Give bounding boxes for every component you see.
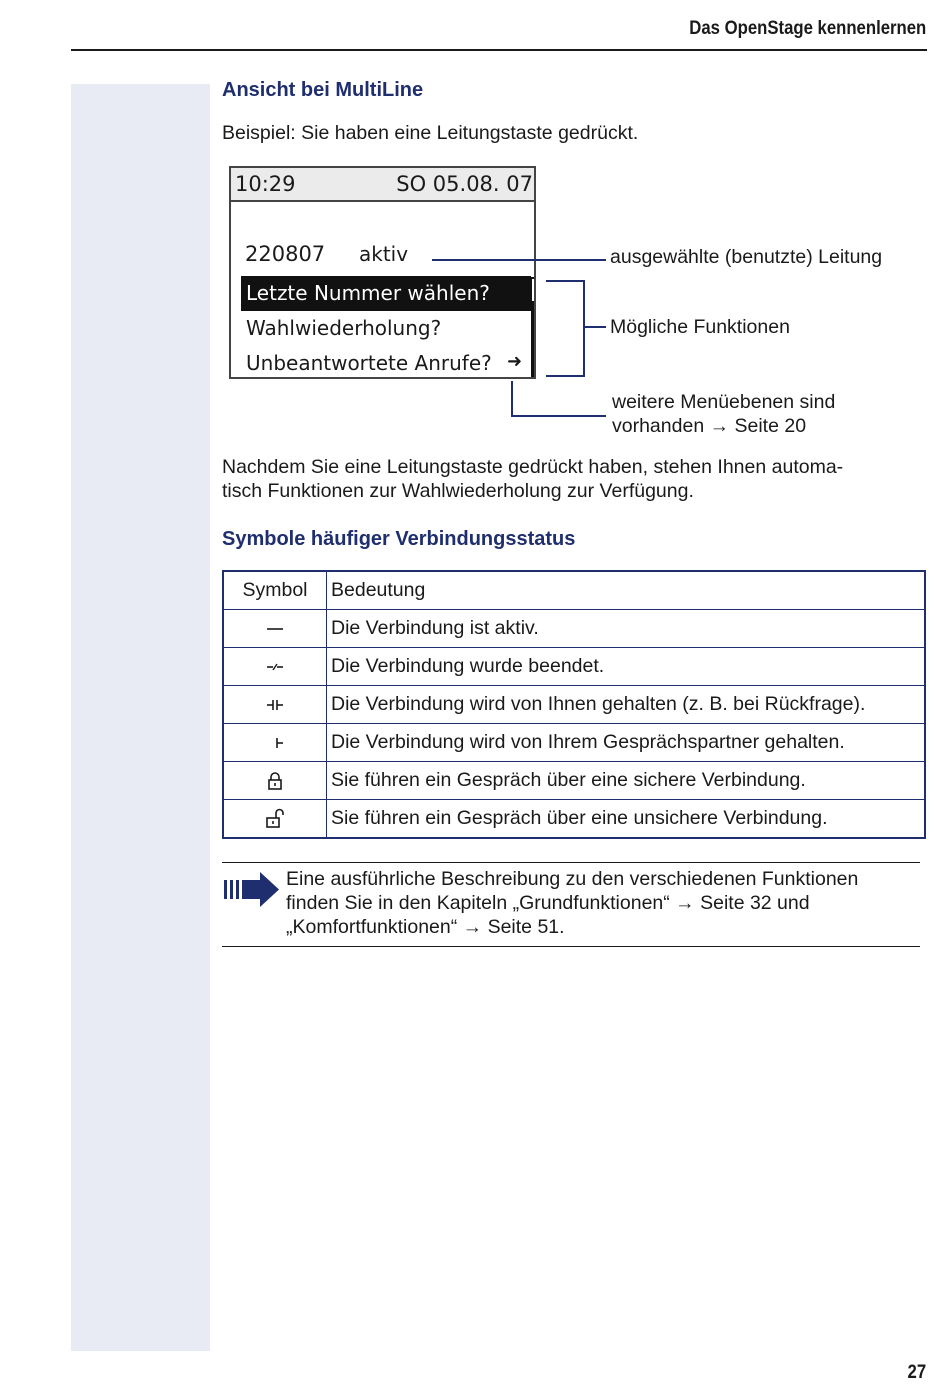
table-row: [223, 762, 925, 800]
paragraph-line-2: tisch Funktionen zur Wahlwiederholung zur Verfügung.: [222, 480, 694, 502]
note-arrow-icon: [222, 870, 280, 910]
display-scrollbar: [531, 277, 536, 379]
display-date: SO 05.08. 07: [396, 172, 533, 196]
display-line-status: aktiv: [359, 242, 409, 266]
line-held-by-partner-icon: [265, 737, 285, 749]
lock-closed-icon: [265, 771, 285, 791]
table-row: [223, 686, 925, 724]
table-cell-meaning: Sie führen ein Gespräch über eine sichere Verbindung.: [327, 762, 926, 800]
header-divider: [71, 49, 927, 51]
callout-functions: Mögliche Funktionen: [610, 316, 790, 338]
callout-more-menus-2: vorhanden → Seite 20: [612, 415, 807, 437]
table-cell-meaning: Die Verbindung ist aktiv.: [327, 610, 926, 648]
display-scroll-thumb: [532, 279, 536, 301]
display-menu-item-missed-calls: Unbeantwortete Anrufe?: [246, 351, 492, 375]
note-top-rule: [222, 862, 920, 863]
page-number: 27: [907, 1362, 926, 1383]
note-line-3: „Komfortfunktionen“ → Seite 51.: [286, 916, 565, 938]
table-row: [223, 648, 925, 686]
table-header-meaning: Bedeutung: [327, 571, 926, 610]
section-heading-multiline: Ansicht bei MultiLine: [222, 79, 424, 101]
display-menu-item-redial: Wahlwiederholung?: [246, 316, 442, 340]
display-menu-item-redial-last: Letzte Nummer wählen?: [241, 276, 531, 311]
table-header-row: [223, 571, 925, 610]
line-active-icon: [265, 623, 285, 635]
symbol-table: [222, 570, 926, 839]
line-held-icon: [265, 699, 285, 711]
table-header-symbol: Symbol: [223, 571, 327, 610]
note-bottom-rule: [222, 946, 920, 947]
table-cell-meaning: Die Verbindung wird von Ihrem Gesprächspartner gehalten.: [327, 724, 926, 762]
display-time: 10:29: [235, 172, 296, 196]
note-line-1: Eine ausführliche Beschreibung zu den verschiedenen Funktionen: [286, 868, 859, 890]
paragraph-line-1: Nachdem Sie eine Leitungstaste gedrückt haben, stehen Ihnen automa-: [222, 456, 844, 478]
table-row: [223, 724, 925, 762]
table-row: [223, 610, 925, 648]
callout-selected-line: ausgewählte (benutzte) Leitung: [610, 246, 883, 268]
line-ended-icon: [265, 661, 285, 673]
table-row: [223, 800, 925, 839]
lock-open-icon: [264, 808, 286, 830]
phone-display: [229, 166, 536, 379]
table-cell-meaning: Sie führen ein Gespräch über eine unsichere Verbindung.: [327, 800, 926, 839]
running-header: Das OpenStage kennenlernen: [689, 18, 926, 39]
display-status-bar: [231, 168, 534, 202]
submenu-arrow-icon: ➜: [507, 351, 523, 372]
note-line-2: finden Sie in den Kapiteln „Grundfunktionen“ → Seite 32 und: [286, 892, 810, 914]
note-text: [286, 867, 926, 939]
example-intro: Beispiel: Sie haben eine Leitungstaste gedrückt.: [222, 122, 639, 144]
section-heading-symbols: Symbole häufiger Verbindungsstatus: [222, 528, 576, 550]
table-cell-meaning: Die Verbindung wurde beendet.: [327, 648, 926, 686]
callout-more-menus-1: weitere Menüebenen sind: [612, 391, 836, 413]
margin-sidebar: [71, 84, 210, 1351]
display-line-number: 220807: [245, 242, 326, 266]
table-cell-meaning: Die Verbindung wird von Ihnen gehalten (z. B. bei Rückfrage).: [327, 686, 926, 724]
